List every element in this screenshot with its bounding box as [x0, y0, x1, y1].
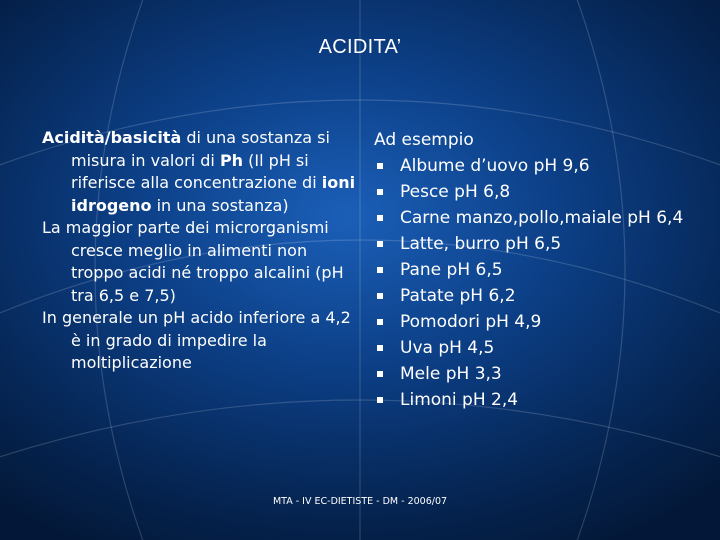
square-bullet-icon [377, 345, 383, 351]
paragraph-microorganisms: La maggior parte dei microrganismi cresce meglio in alimenti non troppo acidi né troppo alcalini (pH tra 6,5 e 7,5) [42, 218, 344, 305]
slide-title: ACIDITA’ [318, 36, 402, 58]
square-bullet-icon [377, 241, 383, 247]
list-item: Pane pH 6,5 [374, 257, 704, 283]
list-item: Pomodori pH 4,9 [374, 309, 704, 335]
square-bullet-icon [377, 163, 383, 169]
paragraph-acidity-definition: Acidità/basicità di una sostanza si misura in valori di Ph (Il pH si riferisce alla concentrazione di ioni idrogeno in una sostanza) [42, 128, 356, 215]
list-item: Latte, burro pH 6,5 [374, 231, 704, 257]
paragraph-acid-inhibition: In generale un pH acido inferiore a 4,2 è in grado di impedire la moltiplicazione [42, 308, 351, 372]
list-item: Limoni pH 2,4 [374, 387, 704, 413]
examples-intro: Ad esempio [374, 130, 474, 150]
list-item: Carne manzo,pollo,maiale pH 6,4 [374, 205, 704, 231]
list-item: Pesce pH 6,8 [374, 179, 704, 205]
list-item: Mele pH 3,3 [374, 361, 704, 387]
list-item: Albume d’uovo pH 9,6 [374, 153, 704, 179]
square-bullet-icon [377, 215, 383, 221]
right-examples-column [374, 127, 704, 413]
square-bullet-icon [377, 293, 383, 299]
square-bullet-icon [377, 189, 383, 195]
square-bullet-icon [377, 267, 383, 273]
list-item: Patate pH 6,2 [374, 283, 704, 309]
slide-footer: MTA - IV EC-DIETISTE - DM - 2006/07 [272, 496, 448, 507]
square-bullet-icon [377, 397, 383, 403]
ph-examples-list [374, 153, 704, 413]
square-bullet-icon [377, 371, 383, 377]
ions-term: ioni idrogeno [71, 173, 356, 215]
left-text-column [42, 127, 357, 375]
acidity-term: Acidità/basicità [42, 128, 182, 147]
square-bullet-icon [377, 319, 383, 325]
ph-term: Ph [219, 150, 244, 170]
list-item: Uva pH 4,5 [374, 335, 704, 361]
